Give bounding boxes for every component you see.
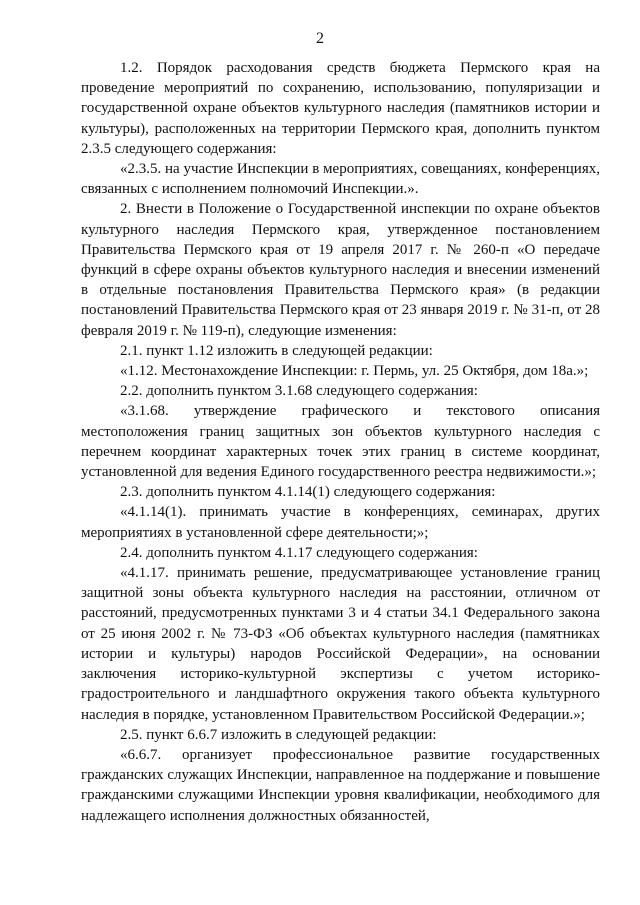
paragraph: 1.2. Порядок расходования средств бюджета Пермского края на проведение мероприятий по сохранению, использованию, популяризации и государственной охране объектов культурного наследия (памятников истории и культуры), расположенных на территории Пермского края, дополнить пунктом 2.3.5 следующего содержания: <box>81 60 600 157</box>
paragraph: 2.5. пункт 6.6.7 изложить в следующей редакции: <box>120 726 437 743</box>
paragraph: 2.3. дополнить пунктом 4.1.14(1) следующего содержания: <box>120 484 496 501</box>
paragraph: «2.3.5. на участие Инспекции в мероприятиях, совещаниях, конференциях, связанных с исполнением полномочий Инспекции.». <box>81 161 600 198</box>
paragraph: «4.1.14(1). принимать участие в конференциях, семинарах, других мероприятиях в установленной сфере деятельности;»; <box>81 504 600 541</box>
paragraph: «1.12. Местонахождение Инспекции: г. Пермь, ул. 25 Октября, дом 18а.»; <box>120 363 589 380</box>
paragraph: «3.1.68. утверждение графического и текстового описания местоположения границ защитных зон объектов культурного наследия с перечнем координат характерных точек этих границ в системе координат, установленной для ведения Единого государственного реестра недвижимости.»; <box>81 403 600 481</box>
page-number: 2 <box>316 30 324 47</box>
paragraph: «6.6.7. организует профессиональное развитие государственных гражданских служащих Инспекции, направленное на поддержание и повышение гражданскими служащими Инспекции уровня квалификации, необходимого для надлежащего исполнения должностных обязанностей, <box>81 746 600 824</box>
paragraph: 2.2. дополнить пунктом 3.1.68 следующего содержания: <box>120 383 478 400</box>
paragraph: 2. Внести в Положение о Государственной инспекции по охране объектов культурного наследия Пермского края, утвержденное постановлением Правительства Пермского края от 19 апреля 2017 г. № 260-п «О передаче функций в сфере охраны объектов культурного наследия и внесении изменений в отдельные постановления Правительства Пермского края» (в редакции постановлений Правительства Пермского края от 23 января 2019 г. № 31-п, от 28 февраля 2019 г. № 119-п), следующие изменения: <box>81 201 600 339</box>
paragraph: «4.1.17. принимать решение, предусматривающее установление границ защитной зоны объекта культурного наследия на расстоянии, отличном от расстояний, предусмотренных пунктами 3 и 4 статьи 34.1 Федерального закона от 25 июня 2002 г. № 73-ФЗ «Об объектах культурного наследия (памятниках истории и культуры) народов Российской Федерации», на основании заключения историко-культурной экспертизы с учетом историко-градостроительного и ландшафтного окружения такого объекта культурного наследия в порядке, установленном Правительством Российской Федерации.»; <box>81 565 600 723</box>
paragraph: 2.4. дополнить пунктом 4.1.17 следующего содержания: <box>120 544 478 561</box>
document-body <box>81 58 600 826</box>
paragraph: 2.1. пункт 1.12 изложить в следующей редакции: <box>120 342 433 359</box>
